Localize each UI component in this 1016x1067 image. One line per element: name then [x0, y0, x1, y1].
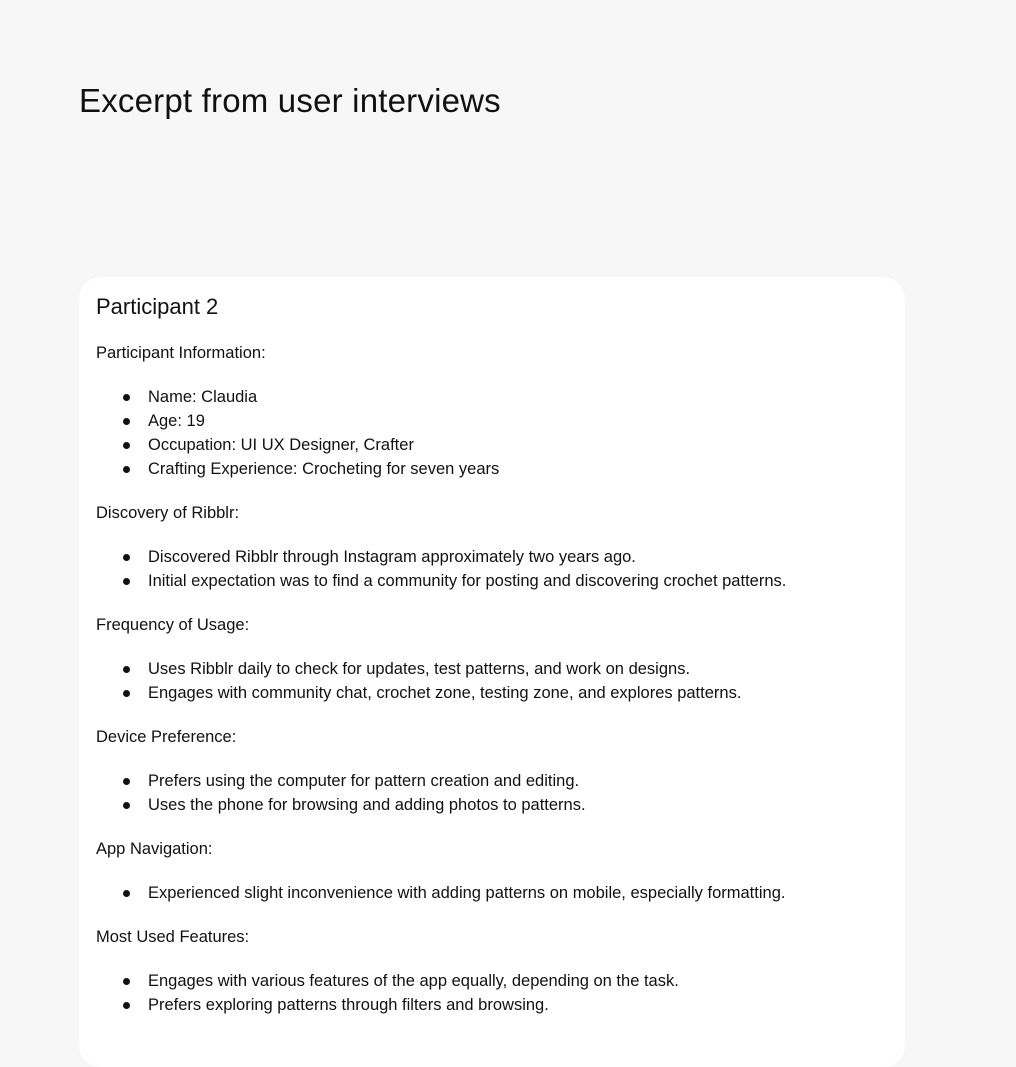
- list-item-text: Initial expectation was to find a community for posting and discovering crochet patterns.: [148, 572, 787, 590]
- section-discovery: [96, 501, 888, 593]
- list-item-text: Age: 19: [148, 412, 205, 430]
- list-item-text: Prefers exploring patterns through filters and browsing.: [148, 996, 549, 1014]
- list-item: [96, 657, 888, 681]
- section-participant-information: [96, 341, 888, 481]
- bullet-dot-icon: [123, 466, 130, 473]
- list-item-text: Engages with community chat, crochet zone, testing zone, and explores patterns.: [148, 684, 742, 702]
- section-most-used-features: [96, 925, 888, 1017]
- list-item: [96, 433, 888, 457]
- bullet-dot-icon: [123, 802, 130, 809]
- list-item: [96, 409, 888, 433]
- section-heading: App Navigation:: [96, 840, 213, 858]
- list-item: [96, 681, 888, 705]
- section-heading: Frequency of Usage:: [96, 616, 250, 634]
- section-heading: Most Used Features:: [96, 928, 250, 946]
- list-item-text: Uses the phone for browsing and adding photos to patterns.: [148, 796, 586, 814]
- bullet-dot-icon: [123, 418, 130, 425]
- list-item-text: Prefers using the computer for pattern creation and editing.: [148, 772, 580, 790]
- bullet-dot-icon: [123, 890, 130, 897]
- bullet-list: [96, 769, 888, 817]
- list-item-text: Name: Claudia: [148, 388, 258, 406]
- list-item: [96, 993, 888, 1017]
- interview-card: [79, 277, 905, 1067]
- list-item: [96, 793, 888, 817]
- list-item-text: Engages with various features of the app equally, depending on the task.: [148, 972, 679, 990]
- bullet-dot-icon: [123, 978, 130, 985]
- list-item: [96, 969, 888, 993]
- bullet-dot-icon: [123, 394, 130, 401]
- bullet-list: [96, 969, 888, 1017]
- bullet-dot-icon: [123, 690, 130, 697]
- list-item: [96, 881, 888, 905]
- section-app-navigation: [96, 837, 888, 905]
- list-item-text: Uses Ribblr daily to check for updates, test patterns, and work on designs.: [148, 660, 691, 678]
- list-item: [96, 769, 888, 793]
- participant-title: Participant 2: [96, 294, 219, 319]
- bullet-list: [96, 657, 888, 705]
- bullet-list: [96, 385, 888, 481]
- bullet-dot-icon: [123, 778, 130, 785]
- list-item: [96, 569, 888, 593]
- bullet-dot-icon: [123, 666, 130, 673]
- list-item-text: Experienced slight inconvenience with adding patterns on mobile, especially formatting.: [148, 884, 786, 902]
- list-item-text: Discovered Ribblr through Instagram approximately two years ago.: [148, 548, 636, 566]
- bullet-dot-icon: [123, 1002, 130, 1009]
- page-title: Excerpt from user interviews: [79, 82, 501, 119]
- section-heading: Device Preference:: [96, 728, 237, 746]
- list-item: [96, 457, 888, 481]
- section-heading: Participant Information:: [96, 344, 266, 362]
- list-item: [96, 385, 888, 409]
- list-item: [96, 545, 888, 569]
- list-item-text: Crafting Experience: Crocheting for seven years: [148, 460, 500, 478]
- bullet-dot-icon: [123, 578, 130, 585]
- list-item-text: Occupation: UI UX Designer, Crafter: [148, 436, 414, 454]
- bullet-dot-icon: [123, 554, 130, 561]
- section-device-preference: [96, 725, 888, 817]
- bullet-dot-icon: [123, 442, 130, 449]
- bullet-list: [96, 881, 888, 905]
- bullet-list: [96, 545, 888, 593]
- section-frequency-of-usage: [96, 613, 888, 705]
- section-heading: Discovery of Ribblr:: [96, 504, 240, 522]
